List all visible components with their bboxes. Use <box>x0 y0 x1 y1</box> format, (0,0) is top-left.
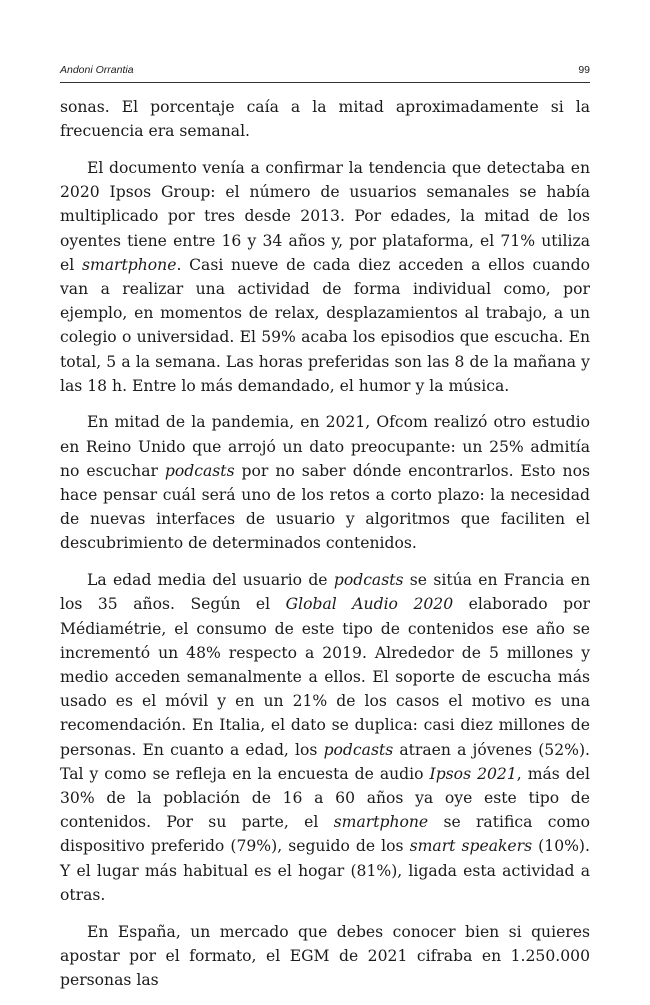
text-run: En mitad de la pandemia, en 2021, Ofcom realizó otro estudio en Reino Unido que arrojó un dato preocupante: un 25% admitía no escuchar <box>60 413 590 480</box>
text-run: se ratifica como dispositivo preferido (79%), seguido de los <box>60 813 591 856</box>
italic-text: podcasts <box>323 740 394 759</box>
italic-text: podcasts <box>164 461 235 480</box>
paragraph <box>60 156 590 398</box>
running-head-author: Andoni Orrantia <box>60 64 134 76</box>
paragraph <box>60 920 590 993</box>
running-header <box>60 64 590 80</box>
text-run: sonas. El porcentaje caía a la mitad aproximadamente si la frecuencia era semanal. <box>60 98 590 141</box>
body-text <box>60 95 590 1005</box>
italic-text: Global Audio 2020 <box>285 595 454 614</box>
text-run: La edad media del usuario de <box>87 571 334 590</box>
paragraph <box>60 410 590 555</box>
text-run: El documento venía a confirmar la tendencia que detectaba en 2020 Ipsos Group: el número de usuarios semanales se había multiplicado por tres desde 2013. Por edades, la mitad de los oyentes tiene entre 16 y 34 años y, por plataforma, el 71% utiliza el <box>60 158 590 274</box>
italic-text: podcasts <box>333 571 404 590</box>
text-run: . Casi nueve de cada diez acceden a ellos cuando van a realizar una actividad de forma individual como, por ejemplo, en momentos de relax, desplazamientos al trabajo, a un colegio o universidad. El 59% acaba los episodios que escucha. En total, 5 a la semana. Las horas preferidas son las 8 de la mañana y las 18 h. Entre lo más demandado, el humor y la música. <box>60 255 590 395</box>
text-run: , más del 30% de la población de 16 a 60 años ya oye este tipo de contenidos. Por su parte, el <box>60 764 590 832</box>
italic-text: smartphone <box>81 255 177 274</box>
text-run: En España, un mercado que debes conocer bien si quieres apostar por el formato, el EGM de 2021 cifraba en 1.250.000 personas las <box>60 922 590 989</box>
text-run: se sitúa en Francia en los 35 años. Según el <box>60 571 590 614</box>
paragraph <box>60 95 590 143</box>
paragraph <box>60 568 590 907</box>
text-run: atraen a jóvenes (52%). Tal y como se refleja en la encuesta de audio <box>60 740 591 783</box>
header-rule <box>60 82 590 83</box>
text-run: (10%). Y el lugar más habitual es el hogar (81%), ligada esta actividad a otras. <box>60 837 590 904</box>
page-number: 99 <box>578 64 590 76</box>
italic-text: smart speakers <box>409 837 533 856</box>
italic-text: smartphone <box>333 813 429 832</box>
italic-text: Ipsos 2021 <box>429 764 517 783</box>
text-run: por no saber dónde encontrarlos. Esto nos hace pensar cuál será uno de los retos a corto plazo: la necesidad de nuevas interfaces de usuario y algoritmos que faciliten el descubrimiento de determinados contenidos. <box>60 461 590 553</box>
text-run: elaborado por Médiamétrie, el consumo de este tipo de contenidos ese año se incrementó un 48% respecto a 2019. Alrededor de 5 millones y medio acceden semanalmente a ellos. El soporte de escucha más usado es el móvil y en un 21% de los casos el motivo es una recomendación. En Italia, el dato se duplica: casi diez millones de personas. En cuanto a edad, los <box>60 595 591 759</box>
